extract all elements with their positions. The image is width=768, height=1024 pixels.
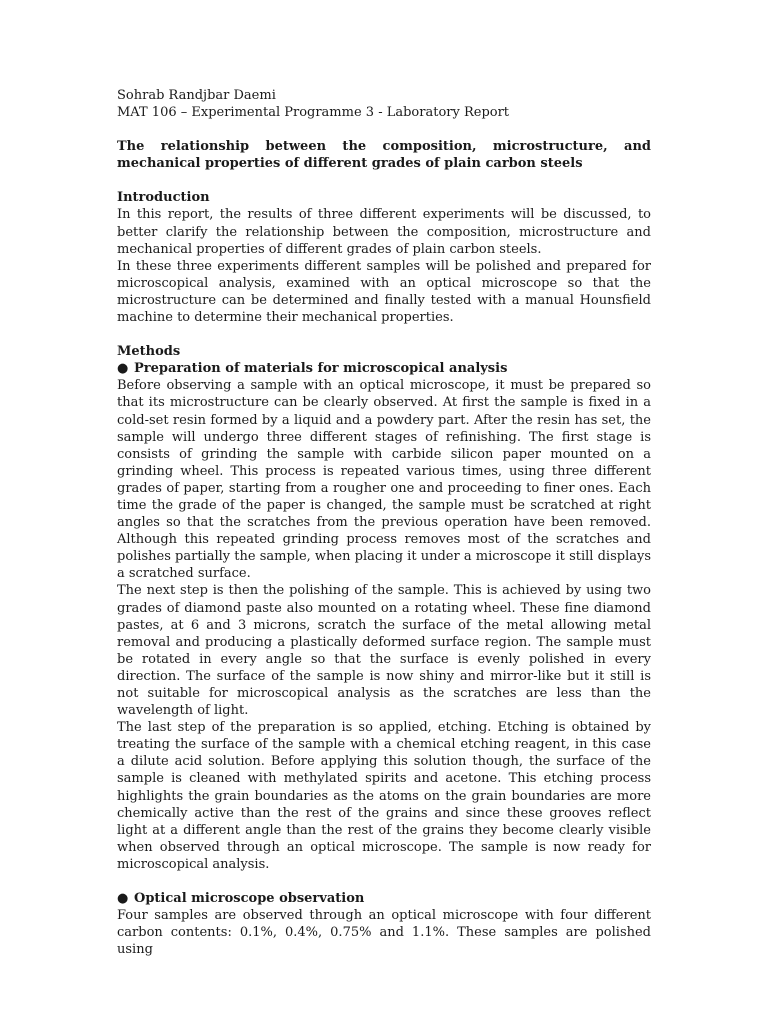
optical-paragraph-1: Four samples are observed through an optical microscope with four different carbon contents: 0.1%, 0.4%, 0.75% and 1.1%. These samples are polished using [117, 908, 651, 958]
introduction-paragraph-1: In this report, the results of three different experiments will be discussed, to better clarify the relationship between the composition, microstructure and mechanical properties of different grades of plain carbon steels. [117, 207, 651, 257]
bullet-icon: ● [117, 361, 129, 377]
bullet-icon: ● [117, 891, 129, 907]
subsection-heading-preparation [117, 360, 651, 377]
author-name: Sohrab Randjbar Daemi [117, 88, 276, 103]
introduction-paragraph-2: In these three experiments different samples will be polished and prepared for microscopical analysis, examined with an optical microscope so that the microstructure can be determined and finally tested with a manual Hounsfield machine to determine their mechanical properties. [117, 258, 651, 326]
preparation-paragraph-2: The next step is then the polishing of the sample. This is achieved by using two grades of diamond paste also mounted on a rotating wheel. These fine diamond pastes, at 6 and 3 microns, scratch the surface of the metal allowing metal removal and producing a plastically deformed surface region. The sample must be rotated in every angle so that the surface is evenly polished in every direction. The surface of the sample is now shiny and mirror-like but it still is not suitable for microscopical analysis as the scratches are less than the wavelength of light. [117, 583, 651, 719]
subsection-title: Preparation of materials for microscopical analysis [134, 361, 508, 377]
subsection-heading-optical [117, 890, 651, 907]
methods-heading: Methods [117, 344, 181, 360]
document-page [117, 87, 651, 958]
course-line: MAT 106 – Experimental Programme 3 - Laboratory Report [117, 105, 510, 121]
report-title: The relationship between the composition, microstructure, and mechanical properties of different grades of plain carbon steels [117, 139, 651, 172]
introduction-heading: Introduction [117, 190, 210, 206]
subsection-title: Optical microscope observation [134, 891, 365, 907]
preparation-paragraph-3: The last step of the preparation is so applied, etching. Etching is obtained by treating the surface of the sample with a chemical etching reagent, in this case a dilute acid solution. Before applying this solution though, the surface of the sample is cleaned with methylated spirits and acetone. This etching process highlights the grain boundaries as the atoms on the grain boundaries are more chemically active than the rest of the grains and since these grooves reflect light at a different angle than the rest of the grains they become clearly visible when observed through an optical microscope. The sample is now ready for microscopical analysis. [117, 720, 651, 872]
preparation-paragraph-1: Before observing a sample with an optical microscope, it must be prepared so that its microstructure can be clearly observed. At first the sample is fixed in a cold-set resin formed by a liquid and a powdery part. After the resin has set, the sample will undergo three different stages of refinishing. The first stage is consists of grinding the sample with carbide silicon paper mounted on a grinding wheel. This process is repeated various times, using three different grades of paper, starting from a rougher one and proceeding to finer ones. Each time the grade of the paper is changed, the sample must be scratched at right angles so that the scratches from the previous operation have been removed. Although this repeated grinding process removes most of the scratches and polishes partially the sample, when placing it under a microscope it still displays a scratched surface. [117, 378, 651, 582]
